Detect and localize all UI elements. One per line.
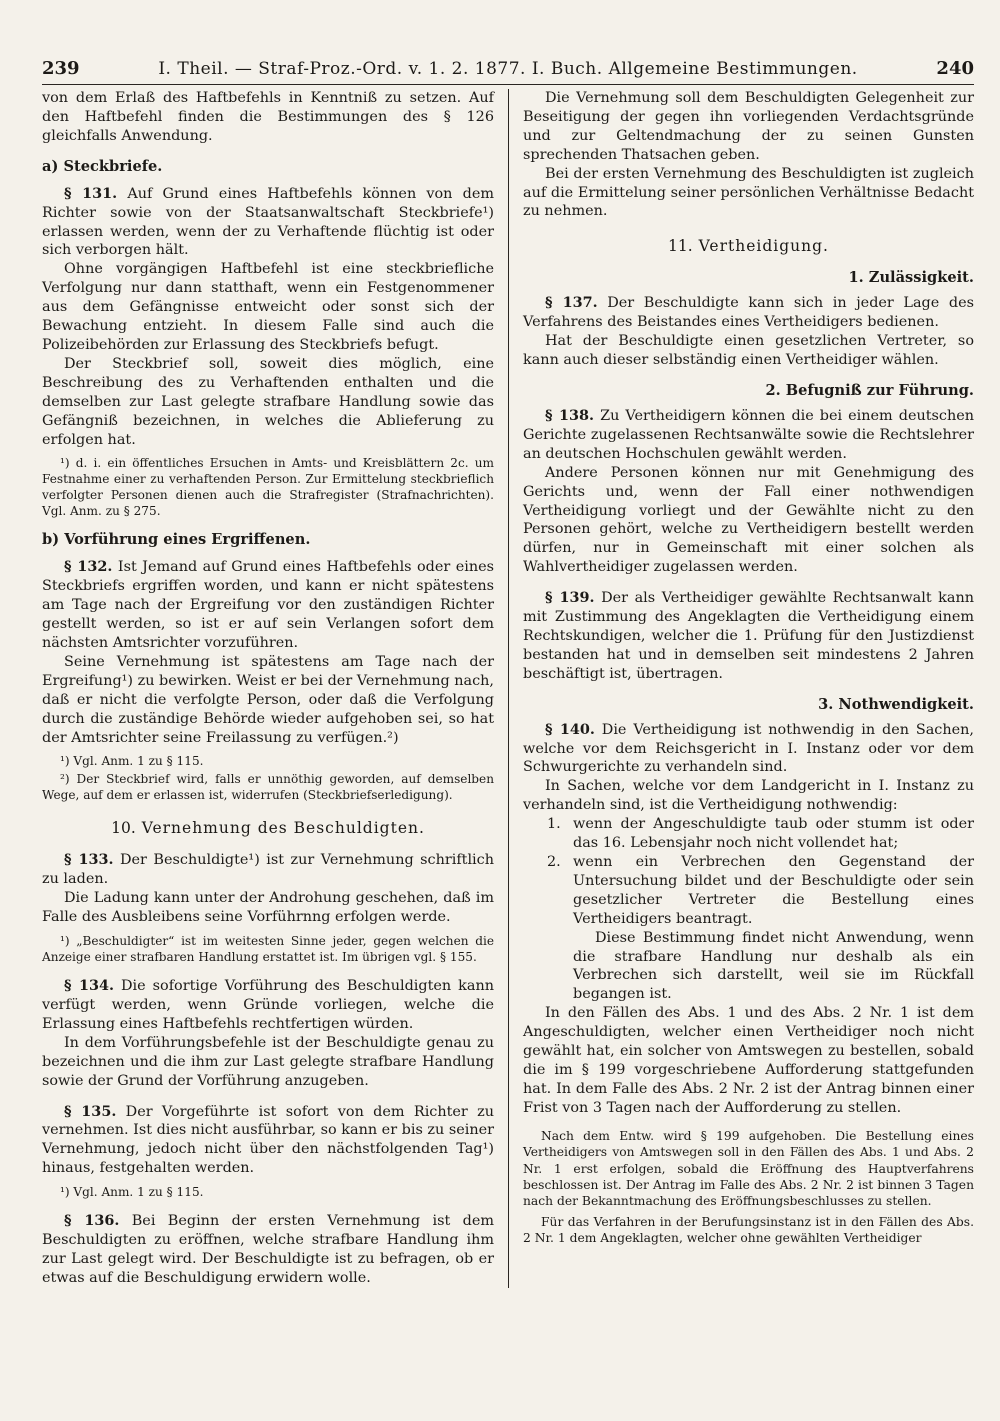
- list-item-text: wenn der Angeschuldigte taub oder stumm ist oder das 16. Lebensjahr noch nicht vollendet hat;: [573, 816, 974, 852]
- paragraph-136-c: Bei der ersten Vernehmung des Beschuldigten ist zugleich auf die Ermittelung seiner persönlichen Verhältnisse Bedacht zu nehmen.: [523, 165, 974, 220]
- footnote-133: ¹) „Beschuldigter“ ist im weitesten Sinne jeder, gegen welchen die Anzeige einer strafbaren Handlung erstattet ist. Im übrigen vgl. § 155.: [42, 934, 494, 965]
- paragraph-138-b: Andere Personen können nur mit Genehmigung des Gerichts und, wenn der Fall einer nothwendigen Vertheidigung vorliegt und der Gewählte nicht zu den Personen gehört, welche zu Vertheidigern bestellt werden dürfen, nur in Gemeinschaft mit einer solchen als Wahlvertheidiger zugelassen werden.: [523, 464, 974, 576]
- paragraph-131-text: Auf Grund eines Haftbefehls können von dem Richter sowie von der Staatsanwaltschaft Steckbriefe¹) erlassen werden, wenn der zu Verhaftende flüchtig ist oder sich verborgen hält.: [42, 185, 494, 259]
- section-mark-135: § 135.: [64, 1102, 117, 1120]
- section-mark-131: § 131.: [64, 184, 118, 202]
- footnote-131: ¹) d. i. ein öffentliches Ersuchen in Amts- und Kreisblättern 2c. um Festnahme einer zu verhaftenden Person. Zur Ermittelung steckbrieflich verfolgter Personen dienen auch die Strafregister (Strafnachrichten). Vgl. Anm. zu § 275.: [42, 456, 494, 519]
- paragraph-133-b: Die Ladung kann unter der Androhung geschehen, daß im Falle des Ausbleibens seine Vorführnng erfolgen werde.: [42, 890, 494, 926]
- paragraph-135-text: Der Vorgeführte ist sofort von dem Richter zu vernehmen. Ist dies nicht ausführbar, so kann er bis zu seiner Vernehmung, jedoch nicht über den nächstfolgenden Tag¹) hinaus, festgehalten werden.: [42, 1103, 495, 1177]
- list-item: [547, 815, 974, 853]
- paragraph-131-b: Ohne vorgängigen Haftbefehl ist eine steckbriefliche Verfolgung nur dann statthaft, wenn ein Festgenommener aus dem Gefängnisse entweicht oder sonst sich der Bewachung entzieht. In diesem Falle sind auch die Polizeibehörden zur Erlassung des Steckbriefs befugt.: [42, 261, 494, 353]
- paragraph-134: [42, 977, 494, 1034]
- paragraph-135: [42, 1103, 494, 1179]
- paragraph-132-b: Seine Vernehmung ist spätestens am Tage nach der Ergreifung¹) zu bewirken. Weist er bei der Vernehmung nach, daß er nicht die verfolgte Person, oder daß die Verfolgung durch die zuständige Behörde wieder aufgehoben sei, so hat der Amtsrichter seine Freilassung zu verfügen.²): [42, 653, 495, 746]
- annotation-note-1: Nach dem Entw. wird § 199 aufgehoben. Die Bestellung eines Vertheidigers von Amtswegen soll in den Fällen des Abs. 1 und Abs. 2 Nr. 1 erst erfolgen, sobald die Eröffnung des Hauptverfahrens beschlossen ist. Der Antrag im Falle des Abs. 2 Nr. 2 ist binnen 3 Tagen nach der Bekanntmachung des Eröffnungsbeschlusses zu stellen.: [523, 1128, 974, 1209]
- paragraph-137-text: Der Beschuldigte kann sich in jeder Lage des Verfahrens des Beistandes eines Vertheidigers bedienen.: [523, 295, 974, 331]
- paragraph-136-b: Die Vernehmung soll dem Beschuldigten Gelegenheit zur Beseitigung der gegen ihn vorliegenden Verdachtsgründe und zur Geltendmachung der zu seinen Gunsten sprechenden Thatsachen geben.: [523, 90, 974, 163]
- paragraph-131: [42, 185, 494, 261]
- paragraph-133-text: Der Beschuldigte¹) ist zur Vernehmung schriftlich zu laden.: [42, 852, 494, 888]
- list-item-number: 2.: [547, 854, 561, 870]
- paragraph-139: [523, 589, 974, 684]
- footnote-135: ¹) Vgl. Anm. 1 zu § 115.: [60, 1185, 204, 1200]
- paragraph-134-b: In dem Vorführungsbefehle ist der Beschuldigte genau zu bezeichnen und die ihm zur Last gelegte strafbare Handlung sowie der Grund der Vorführung anzugeben.: [42, 1034, 494, 1089]
- columns: [42, 89, 974, 1288]
- section-mark-134: § 134.: [64, 977, 115, 995]
- footnote-132-2: ²) Der Steckbrief wird, falls er unnöthig geworden, auf demselben Wege, auf dem er erlassen ist, widerrufen (Steckbriefserledigung).: [42, 772, 494, 803]
- section-mark-137: § 137.: [545, 294, 598, 312]
- paragraph-133: [42, 851, 494, 889]
- running-title: I. Theil. — Straf-Proz.-Ord. v. 1. 2. 1877. I. Buch. Allgemeine Bestimmungen.: [158, 59, 858, 79]
- paragraph-140-c: In den Fällen des Abs. 1 und des Abs. 2 Nr. 1 ist dem Angeschuldigten, welcher einen Vertheidiger noch nicht gewählt hat, ein solcher von Amtswegen zu bestellen, sobald die im § 199 vorgeschriebene Aufforderung stattgefunden hat. In dem Falle des Abs. 2 Nr. 2 ist der Antrag binnen einer Frist von 3 Tagen nach der Aufforderung zu stellen.: [523, 1005, 974, 1116]
- left-column: [42, 89, 508, 1288]
- paragraph-continuation: von dem Erlaß des Haftbefehls in Kenntniß zu setzen. Auf den Haftbefehl finden die Bestimmungen des § 126 gleichfalls Anwendung.: [42, 90, 494, 144]
- paragraph-140: [523, 721, 974, 778]
- section-mark-136: § 136.: [64, 1212, 120, 1230]
- section-mark-132: § 132.: [64, 558, 113, 576]
- subheading-b: b) Vorführung eines Ergriffenen.: [42, 531, 311, 549]
- list-item-text: wenn ein Verbrechen den Gegenstand der Untersuchung bildet und der Beschuldigte oder sein gesetzlicher Vertreter die Bestellung eines Vertheidigers beantragt.: [573, 854, 974, 927]
- section-mark-133: § 133.: [64, 851, 114, 869]
- paragraph-132-text: Ist Jemand auf Grund eines Haftbefehls oder eines Steckbriefs ergriffen worden, und kann er nicht spätestens am Tage nach der Ergreifung vor den zuständigen Richter gestellt werden, so ist er auf sein Verlangen sofort dem nächsten Amtsrichter vorzuführen.: [42, 559, 494, 652]
- paragraph-140-text: Die Vertheidigung ist nothwendig in den Sachen, welche vor dem Reichsgericht in I. Instanz oder vor dem Schwurgerichte zu verhandeln sind.: [523, 721, 974, 776]
- paragraph-139-text: Der als Vertheidiger gewählte Rechtsanwalt kann mit Zustimmung des Angeklagten die Vertheidigung einem Rechtskundigen, welcher die 1. Prüfung für den Justizdienst bestanden hat und in demselben seit mindestens 2 Jahren beschäftigt ist, übertragen.: [523, 590, 974, 682]
- footnote-132-1: ¹) Vgl. Anm. 1 zu § 115.: [60, 754, 204, 769]
- section-heading-11: [523, 237, 974, 255]
- paragraph-131-c: Der Steckbrief soll, soweit dies möglich, eine Beschreibung des zu Verhaftenden enthalten und die demselben zur Last gelegte strafbare Handlung sowie das Gefängniß bezeichnen, in welches die Ablieferung zu erfolgen hat.: [42, 355, 494, 448]
- paragraph-132: [42, 558, 494, 653]
- section-mark-139: § 139.: [545, 589, 595, 607]
- paragraph-136: [42, 1212, 494, 1288]
- paragraph-138: [523, 407, 974, 464]
- numbered-list: [547, 815, 974, 928]
- list-item: [547, 853, 974, 929]
- list-item-continuation: Diese Bestimmung findet nicht Anwendung, wenn die strafbare Handlung nur deshalb als ein Verbrechen sich darstellt, weil sie im Rückfall begangen ist.: [573, 929, 974, 1003]
- section-number-10: 10.: [111, 819, 136, 838]
- paragraph-137: [523, 294, 974, 332]
- subheading-1: 1. Zulässigkeit.: [848, 269, 974, 287]
- page-number-left: 239: [42, 58, 80, 79]
- subheading-3: 3. Nothwendigkeit.: [818, 695, 974, 713]
- paragraph-137-b: Hat der Beschuldigte einen gesetzlichen Vertreter, so kann auch dieser selbständig einen Vertheidiger wählen.: [523, 333, 974, 369]
- section-mark-140: § 140.: [545, 720, 595, 738]
- right-column: [508, 89, 974, 1288]
- paragraph-140-b: In Sachen, welche vor dem Landgericht in I. Instanz zu verhandeln sind, ist die Vertheidigung nothwendig:: [523, 778, 974, 814]
- annotation-note-2: Für das Verfahren in der Berufungsinstanz ist in den Fällen des Abs. 2 Nr. 1 dem Angeklagten, welcher ohne gewählten Vertheidiger: [523, 1214, 974, 1246]
- paragraph-138-text: Zu Vertheidigern können die bei einem deutschen Gerichte zugelassenen Rechtsanwälte sowie die Rechtslehrer an deutschen Hochschulen gewählt werden.: [523, 407, 975, 462]
- section-title-11: Vertheidigung.: [698, 237, 829, 256]
- page-number-right: 240: [936, 58, 974, 79]
- section-mark-138: § 138.: [545, 406, 595, 424]
- page-header: [42, 58, 974, 85]
- section-title-10: Vernehmung des Beschuldigten.: [141, 819, 425, 838]
- subheading-a: a) Steckbriefe.: [42, 157, 163, 175]
- subheading-2: 2. Befugniß zur Führung.: [765, 381, 974, 399]
- list-item-number: 1.: [547, 816, 561, 833]
- section-number-11: 11.: [668, 237, 693, 256]
- paragraph-134-text: Die sofortige Vorführung des Beschuldigten kann verfügt werden, wenn Gründe vorliegen, welche die Erlassung eines Haftbefehls rechtfertigen würden.: [42, 978, 494, 1032]
- paragraph-136-text: Bei Beginn der ersten Vernehmung ist dem Beschuldigten zu eröffnen, welche strafbare Handlung ihm zur Last gelegt wird. Der Beschuldigte ist zu befragen, ob er etwas auf die Beschuldigung erwidern wolle.: [42, 1213, 494, 1286]
- section-heading-10: [42, 819, 494, 837]
